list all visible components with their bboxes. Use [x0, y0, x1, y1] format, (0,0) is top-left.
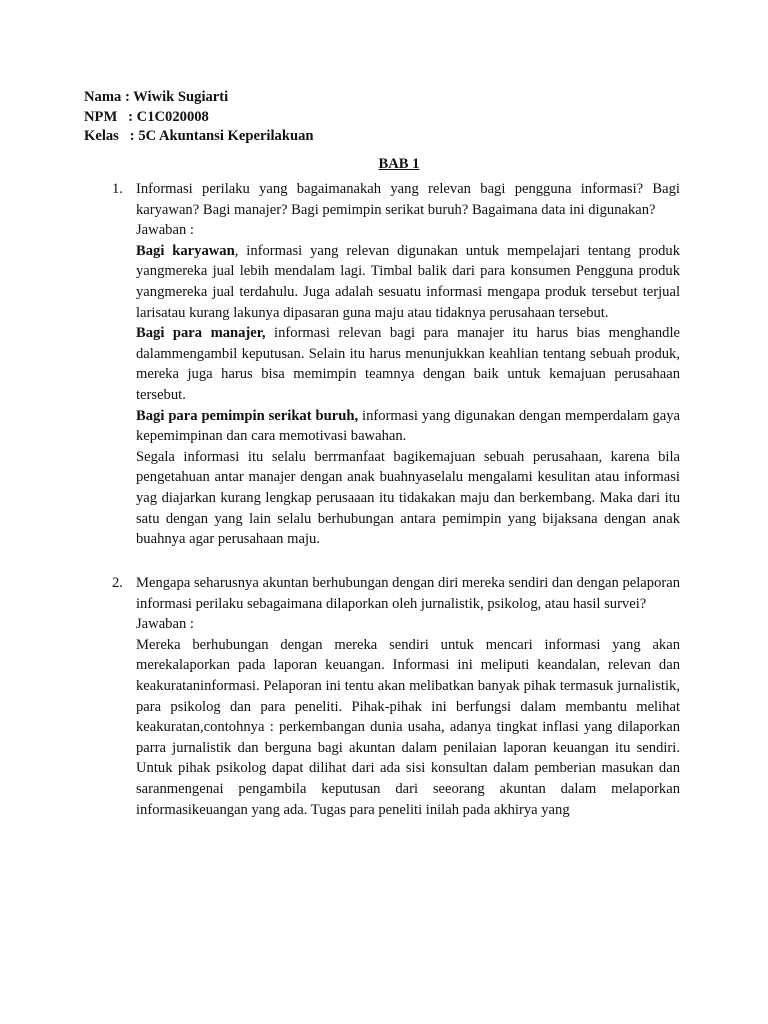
question-text: Mengapa seharusnya akuntan berhubungan dengan diri mereka sendiri dan dengan pelaporan informasi perilaku sebagaimana dilaporkan oleh jurnalistik, psikolog, atau hasil survei?	[136, 575, 680, 612]
answer-manajer	[136, 323, 680, 405]
answer-serikat-buruh-heading: Bagi para pemimpin serikat buruh,	[136, 407, 359, 424]
answer-serikat-buruh	[136, 406, 680, 447]
question-text: Informasi perilaku yang bagaimanakah yang relevan bagi pengguna informasi? Bagi karyawan? Bagi manajer? Bagi pemimpin serikat buruh? Bagaimana data ini digunakan?	[136, 181, 680, 218]
question-number: 1.	[112, 181, 123, 197]
answer-label: Jawaban :	[136, 222, 194, 239]
student-class: Kelas : 5C Akuntansi Keperilakuan	[84, 128, 314, 144]
answer-serikat-buruh-text: informasi yang digunakan dengan memperdalam gaya kepemimpinan dan cara memotivasi bawahan.	[136, 407, 680, 445]
answer-text: Mereka berhubungan dengan mereka sendiri untuk mencari informasi yang akan merekalaporkan pada laporan keuangan. Informasi ini meliputi keandalan, relevan dan keakurataninformasi. Pelaporan ini tentu akan melibatkan banyak pihak termasuk jurnalistik, para psikolog dan para peneliti. Pihak-pihak ini berfungsi dalam membantu melihat keakuratan,contohnya : perkembangan dunia usaha, adanya tingkat inflasi yang dilaporkan parra jurnalistik dan berguna bagi akuntan dalam penilaian laporan keuangan itu sendiri. Untuk pihak psikolog dapat dilihat dari ada sisi konsultan dalam pemberian masukan dan saranmengenai pengambila keputusan dari seeorang akuntan dalam melaporkan informasikeuangan yang ada. Tugas para peneliti inilah pada akhirya yang	[136, 636, 680, 818]
answer-karyawan-text: , informasi yang relevan digunakan untuk mempelajari tentang produk yangmereka jual lebih mendalam lagi. Timbal balik dari para konsumen Pengguna produk yangmereka jual terdahulu. Juga adalah sesuatu informasi mengapa produk tersebut terjual larisatau kurang lakunya dipasaran guna maju atau tidaknya perusahaan tersebut.	[136, 242, 681, 321]
student-name: Nama : Wiwik Sugiarti	[84, 89, 229, 105]
student-info	[84, 88, 314, 147]
answer-manajer-heading: Bagi para manajer,	[136, 325, 266, 342]
answer-manajer-text: informasi relevan bagi para manajer itu harus bias menghandle dalammengambil keputusan. Selain itu harus menunjukkan keahlian tentang sebuah produk, mereka juga harus bisa memimpin teamnya dengan baik untuk kemajuan perusahaan tersebut.	[136, 325, 680, 403]
answer-label: Jawaban :	[136, 616, 194, 633]
student-npm: NPM : C1C020008	[84, 108, 209, 125]
question-item-1	[112, 179, 681, 550]
question-item-2	[112, 573, 680, 820]
answer-closing: Segala informasi itu selalu berrmanfaat bagikemajuan sebuah perusahaan, karena bila pengetahuan antar manajer dengan anak buahnyaselalu mengalami kesulitan atau informasi yag diajarkan kurang lengkap perusaaan itu tidakakan maju dan berkembang. Maka dari itu satu dengan yang lain selalu berhubungan antara pemimpin yang bijaksana dengan anak buahnya agar perusahaan maju.	[136, 448, 680, 548]
question-number: 2.	[112, 575, 123, 591]
answer-karyawan	[136, 241, 680, 323]
answer-karyawan-heading: Bagi karyawan	[136, 242, 235, 259]
chapter-title: BAB 1	[378, 156, 420, 172]
